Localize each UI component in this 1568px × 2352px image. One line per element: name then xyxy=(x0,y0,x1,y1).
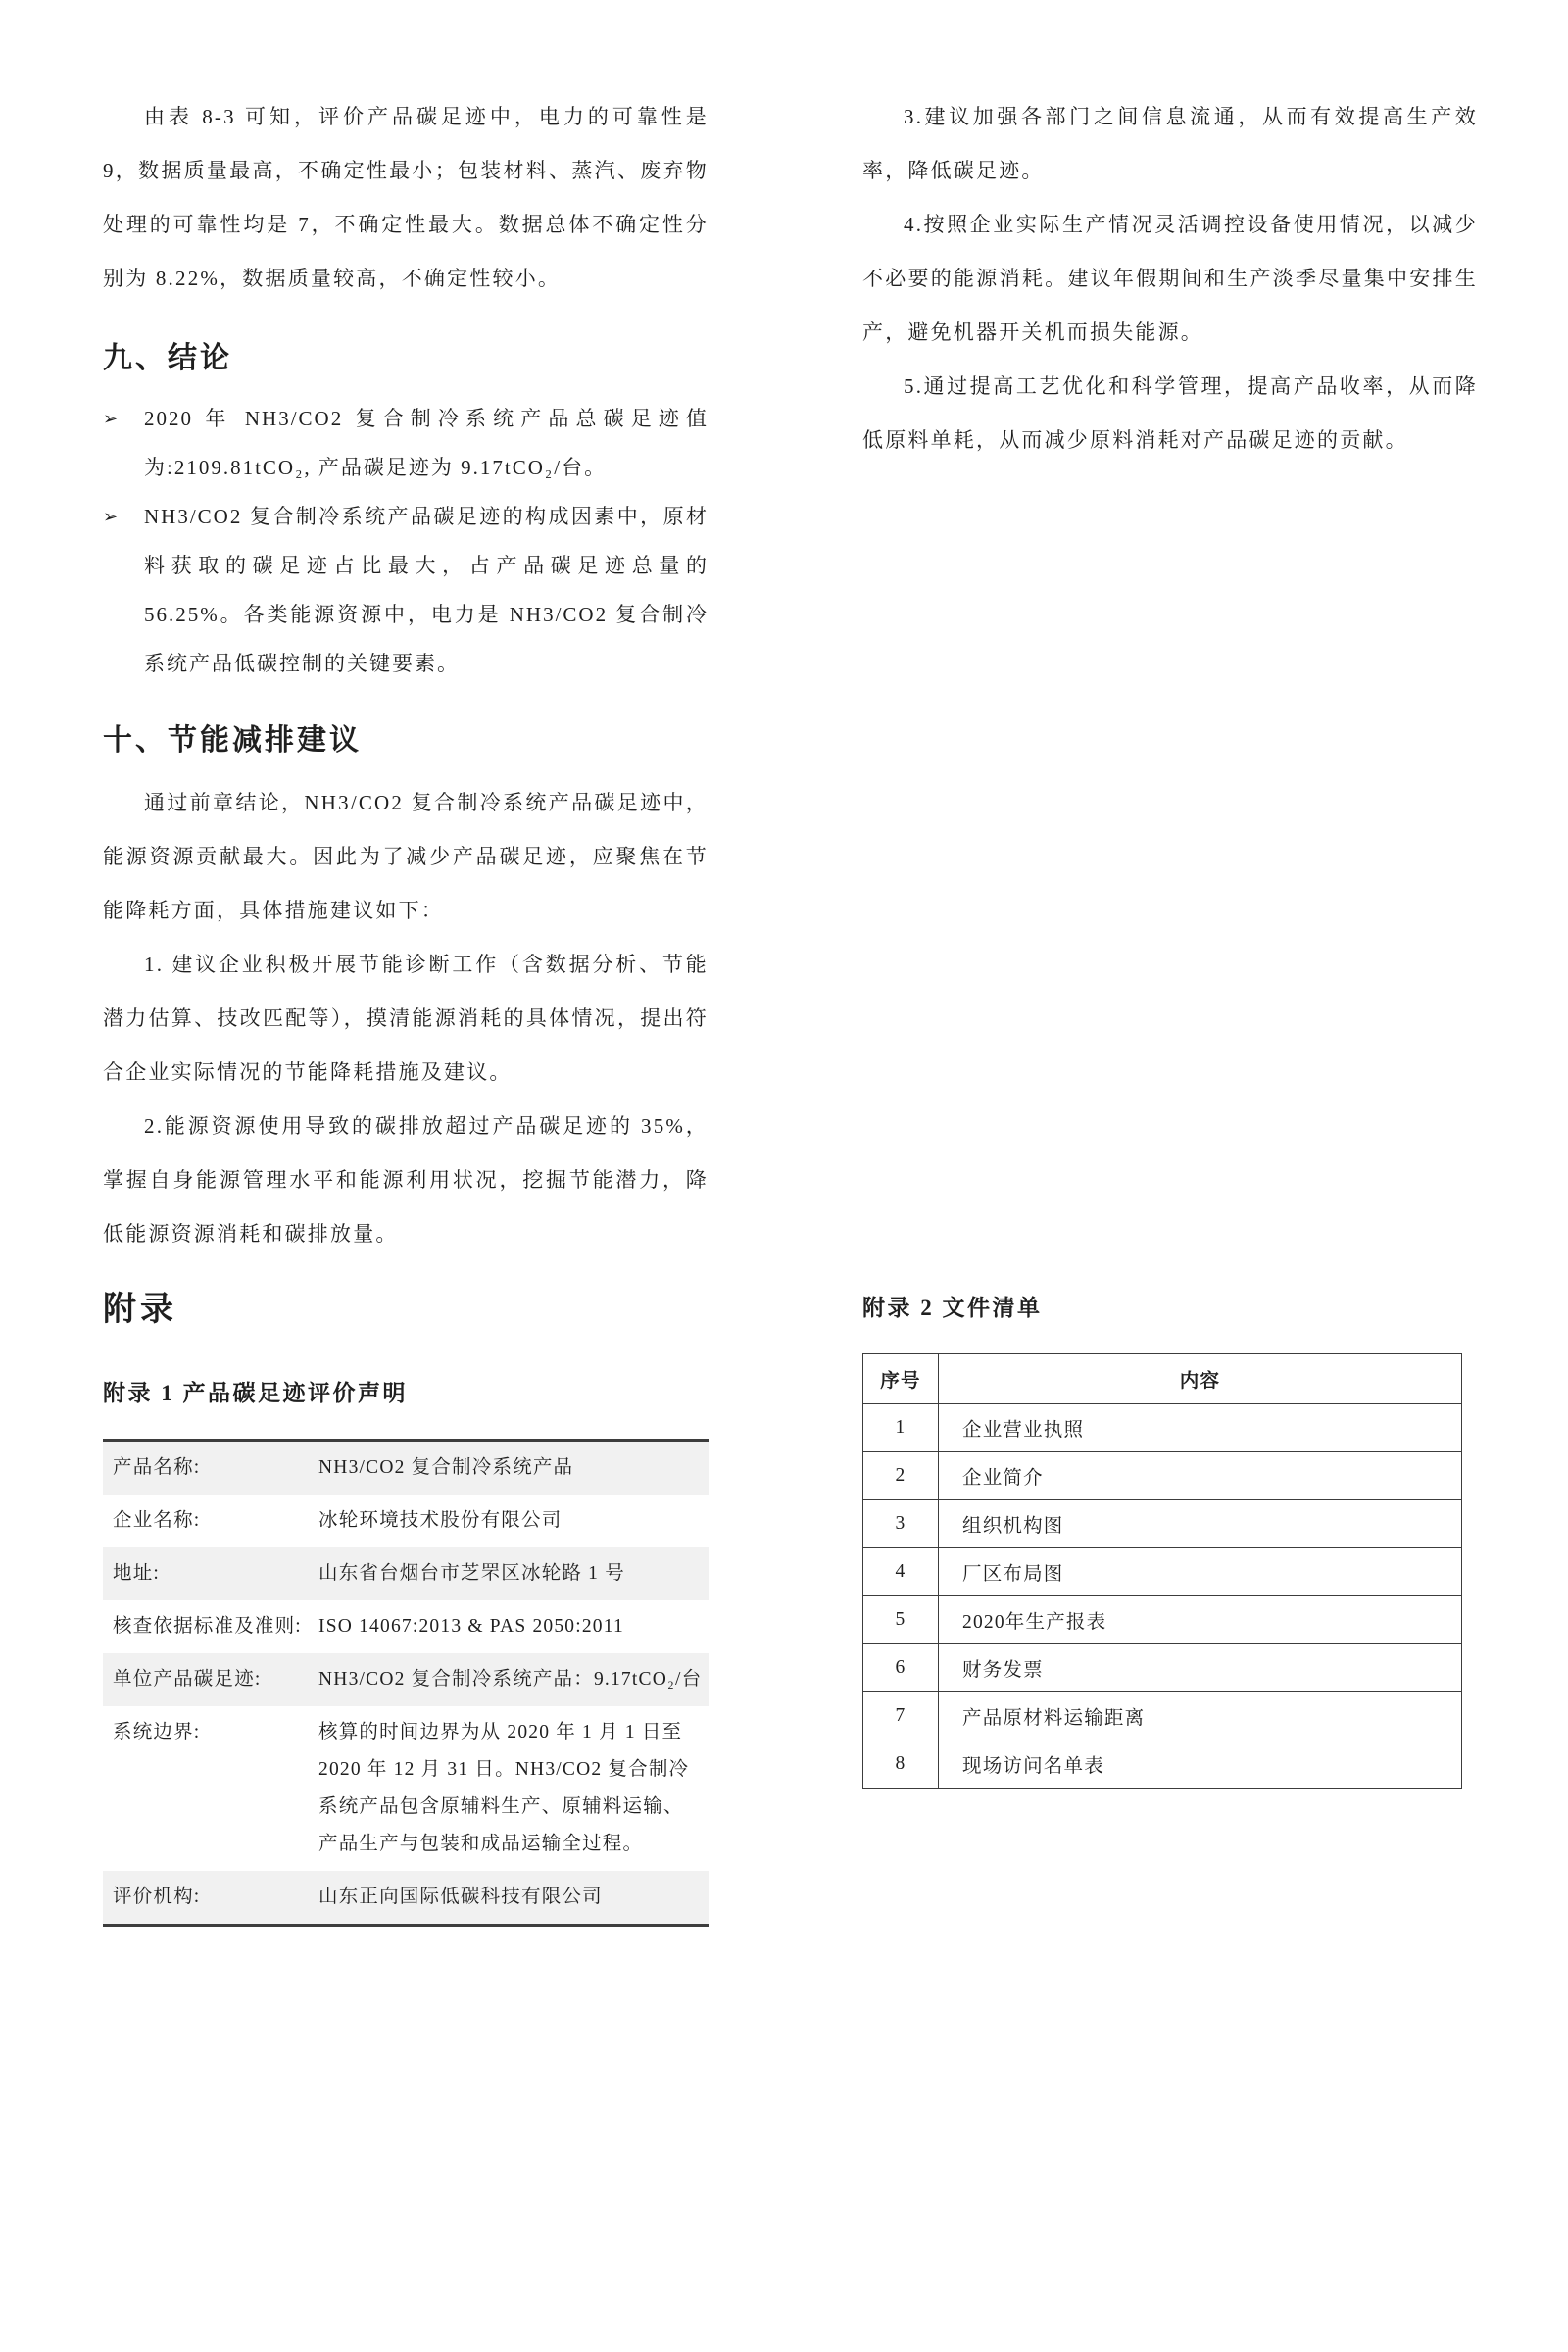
file-row-no: 5 xyxy=(863,1596,939,1644)
table-row xyxy=(863,1452,1462,1500)
conclusion-item-2: NH3/CO2 复合制冷系统产品碳足迹的构成因素中，原材料获取的碳足迹占比最大，占产品碳足迹总量的 56.25%。各类能源资源中，电力是 NH3/CO2 复合制冷系统产品低碳控制的关键要素。 xyxy=(144,505,709,675)
table-row xyxy=(103,1547,709,1600)
product-declaration-table xyxy=(103,1439,709,1927)
table-row xyxy=(103,1871,709,1926)
decl-row-value: 冰轮环境技术股份有限公司 xyxy=(318,1510,563,1531)
suggestion-2-paragraph: 2.能源资源使用导致的碳排放超过产品碳足迹的 35%，掌握自身能源管理水平和能源利用状况，挖掘节能潜力，降低能源资源消耗和碳排放量。 xyxy=(103,1114,709,1246)
column-header-no: 序号 xyxy=(863,1354,939,1404)
appendix-2-section xyxy=(862,1290,1468,1788)
table-row xyxy=(863,1644,1462,1692)
section-9-heading: 九、结论 xyxy=(103,342,232,374)
file-row-content: 2020年生产报表 xyxy=(939,1596,1462,1644)
decl-row-value: NH3/CO2 复合制冷系统产品：9.17tCO₂/台 xyxy=(318,1669,703,1690)
table-row xyxy=(103,1653,709,1706)
decl-row-label: 单位产品碳足迹: xyxy=(113,1669,262,1690)
file-row-content: 组织机构图 xyxy=(939,1500,1462,1548)
file-row-no: 1 xyxy=(863,1404,939,1452)
table-row xyxy=(863,1404,1462,1452)
appendix-2-heading: 附录 2 文件清单 xyxy=(862,1296,1043,1320)
suggestion-5-paragraph: 5.通过提高工艺优化和科学管理，提高产品收率，从而降低原料单耗，从而减少原料消耗对产品碳足迹的贡献。 xyxy=(862,374,1478,452)
table-row xyxy=(103,1494,709,1547)
conclusion-item-1: 2020 年 NH3/CO2 复合制冷系统产品总碳足迹值为:2109.81tCO₂, 产品碳足迹为 9.17tCO₂/台。 xyxy=(144,407,709,479)
table-header-row xyxy=(863,1354,1462,1404)
file-row-content: 厂区布局图 xyxy=(939,1548,1462,1596)
table-row xyxy=(863,1740,1462,1788)
file-list-table xyxy=(862,1353,1462,1788)
decl-row-label: 地址: xyxy=(113,1563,161,1584)
file-row-content: 企业简介 xyxy=(939,1452,1462,1500)
file-row-no: 4 xyxy=(863,1548,939,1596)
left-column xyxy=(103,90,709,1261)
decl-row-label: 核查依据标准及准则: xyxy=(113,1616,302,1637)
table-row xyxy=(863,1692,1462,1740)
decl-row-value: 山东正向国际低碳科技有限公司 xyxy=(318,1886,603,1907)
decl-row-value: 山东省台烟台市芝罘区冰轮路 1 号 xyxy=(318,1563,625,1584)
list-item xyxy=(103,492,709,688)
arrow-bullet-icon: ➢ xyxy=(103,409,119,428)
arrow-bullet-icon: ➢ xyxy=(103,507,119,526)
suggestion-1-paragraph: 1. 建议企业积极开展节能诊断工作（含数据分析、节能潜力估算、技改匹配等），摸清能源消耗的具体情况，提出符合企业实际情况的节能降耗措施及建议。 xyxy=(103,953,709,1084)
file-row-no: 8 xyxy=(863,1740,939,1788)
decl-row-label: 系统边界: xyxy=(113,1722,201,1742)
file-row-no: 3 xyxy=(863,1500,939,1548)
conclusion-list xyxy=(103,394,709,688)
file-row-content: 企业营业执照 xyxy=(939,1404,1462,1452)
file-row-content: 财务发票 xyxy=(939,1644,1462,1692)
suggestion-intro-paragraph: 通过前章结论，NH3/CO2 复合制冷系统产品碳足迹中，能源资源贡献最大。因此为了减少产品碳足迹，应聚焦在节能降耗方面，具体措施建议如下： xyxy=(103,791,709,922)
list-item xyxy=(103,394,709,492)
decl-row-label: 评价机构: xyxy=(113,1886,201,1907)
table-row xyxy=(103,1706,709,1871)
uncertainty-paragraph: 由表 8-3 可知，评价产品碳足迹中，电力的可靠性是 9，数据质量最高，不确定性最小；包装材料、蒸汽、废弃物处理的可靠性均是 7，不确定性最大。数据总体不确定性分别为 8.22%，数据质量较高，不确定性较小。 xyxy=(103,105,709,290)
decl-row-label: 企业名称: xyxy=(113,1510,201,1531)
right-column xyxy=(862,90,1478,467)
file-row-no: 7 xyxy=(863,1692,939,1740)
table-row xyxy=(863,1500,1462,1548)
appendix-section xyxy=(103,1282,709,1927)
suggestion-4-paragraph: 4.按照企业实际生产情况灵活调控设备使用情况，以减少不必要的能源消耗。建议年假期间和生产淡季尽量集中安排生产，避免机器开关机而损失能源。 xyxy=(862,213,1478,344)
file-row-no: 2 xyxy=(863,1452,939,1500)
decl-row-value: NH3/CO2 复合制冷系统产品 xyxy=(318,1457,574,1478)
table-row xyxy=(863,1596,1462,1644)
decl-row-value: 核算的时间边界为从 2020 年 1 月 1 日至 2020 年 12 月 31 日。NH3/CO2 复合制冷系统产品包含原辅料生产、原辅料运输、产品生产与包装和成品运输全过程。 xyxy=(318,1722,690,1854)
appendix-main-heading: 附录 xyxy=(103,1292,177,1328)
decl-row-value: ISO 14067:2013 & PAS 2050:2011 xyxy=(318,1616,624,1637)
file-row-no: 6 xyxy=(863,1644,939,1692)
file-row-content: 现场访问名单表 xyxy=(939,1740,1462,1788)
column-header-content: 内容 xyxy=(939,1354,1462,1404)
appendix-1-heading: 附录 1 产品碳足迹评价声明 xyxy=(103,1381,408,1405)
suggestion-3-paragraph: 3.建议加强各部门之间信息流通，从而有效提高生产效率，降低碳足迹。 xyxy=(862,105,1478,182)
table-row xyxy=(103,1600,709,1653)
file-row-content: 产品原材料运输距离 xyxy=(939,1692,1462,1740)
decl-row-label: 产品名称: xyxy=(113,1457,201,1478)
section-10-heading: 十、节能减排建议 xyxy=(103,724,362,757)
table-row xyxy=(103,1441,709,1495)
table-row xyxy=(863,1548,1462,1596)
